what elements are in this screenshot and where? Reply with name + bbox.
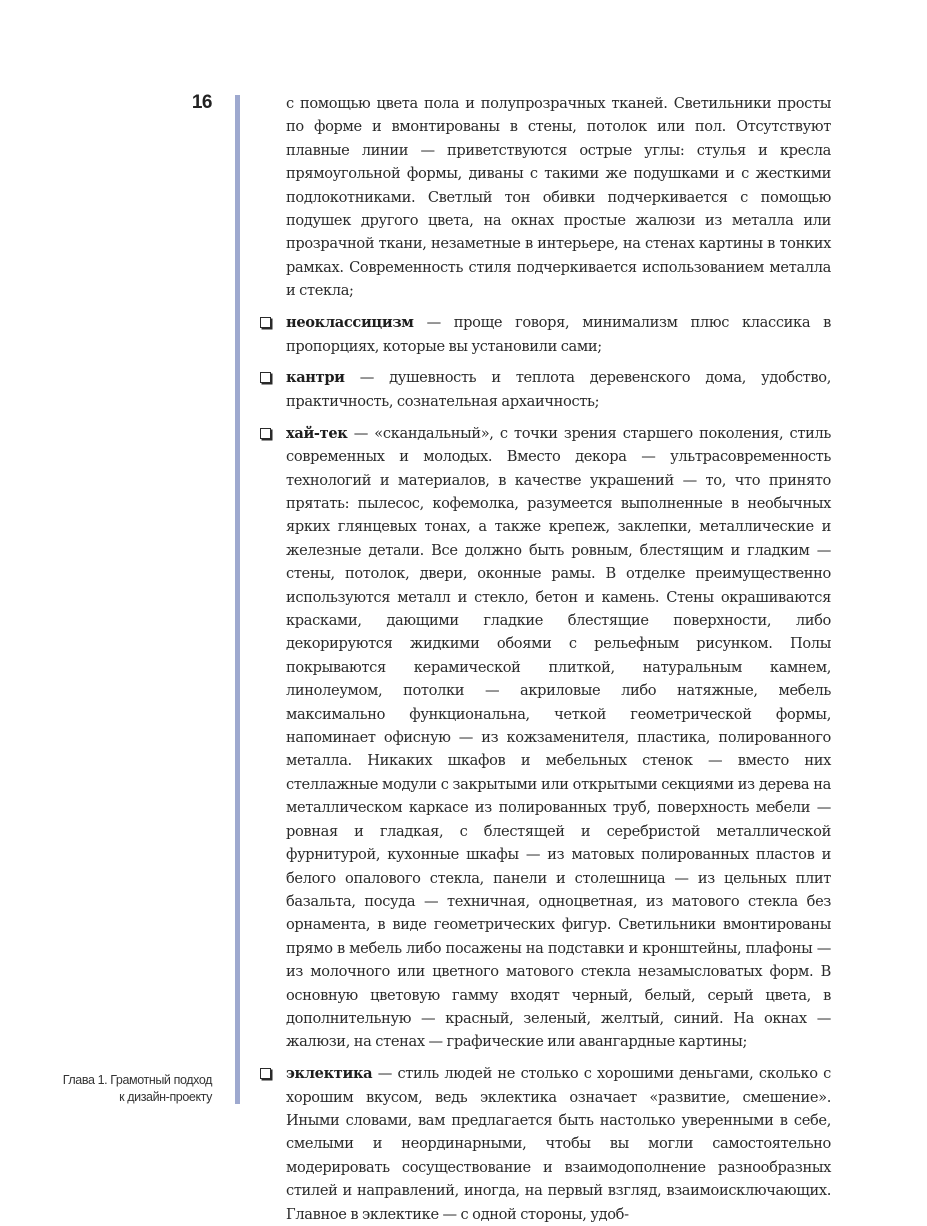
chapter-footer	[40, 1072, 212, 1106]
checkbox-square-icon	[260, 317, 271, 328]
list-term: кантри	[286, 369, 345, 387]
intro-paragraph: с помощью цвета пола и полупрозрачных тканей. Светильники просты по форме и вмонтированы в стены, потолок или пол. Отсутствуют плавные линии — приветствуются острые углы: стулья и кресла прямоугольной формы, диваны с такими же подушками и с жесткими подлокотниками. Светлый тон обивки подчеркивается с помощью подушек другого цвета, на окнах простые жалюзи из металла или прозрачной ткани, незаметные в интерьере, на стенах картины в тонких рамках. Современность стиля подчеркивается использованием металла и стекла;	[286, 95, 831, 300]
style-list	[286, 311, 831, 1226]
list-item-eclectic	[286, 1062, 831, 1226]
chapter-footer-line-1: Глава 1. Грамотный подход	[62, 1073, 212, 1087]
list-term: эклектика	[286, 1065, 373, 1083]
list-term: неоклассицизм	[286, 314, 414, 332]
page-number: 16	[191, 92, 212, 113]
margin-accent-bar	[235, 95, 240, 1104]
chapter-footer-line-2: к дизайн-проекту	[119, 1090, 212, 1104]
list-item-hi-tech	[286, 422, 831, 1054]
main-text-column	[286, 92, 831, 1226]
checkbox-square-icon	[260, 372, 271, 383]
list-item-country	[286, 366, 831, 413]
list-text: — душевность и теплота деревенского дома, удобство, практичность, сознательная архаичность;	[286, 369, 831, 410]
list-text: — «скандальный», с точки зрения старшего поколения, стиль современных и молодых. Вместо декора — ультрасовременность технологий и материалов, в качестве украшений — то, что принято прятать: пылесос, кофемолка, разумеется выполненные в необычных ярких глянцевых тонах, а также крепеж, заклепки, металлические и железные детали. Все должно быть ровным, блестящим и гладким — стены, потолок, двери, оконные рамы. В отделке преимущественно используются металл и стекло, бетон и камень. Стены окрашиваются красками, дающими гладкие блестящие поверхности, либо декорируются жидкими обоями с рельефным рисунком. Полы покрываются керамической плиткой, натуральным камнем, линолеумом, потолки — акриловые либо натяжные, мебель максимально функциональна, четкой геометрической формы, напоминает офисную — из кожзаменителя, пластика, полированного металла. Никаких шкафов и мебельных стенок — вместо них стеллажные модули с закрытыми или открытыми секциями из дерева на металлическом каркасе из полированных труб, поверхность мебели — ровная и гладкая, с блестящей и серебристой металлической фурнитурой, кухонные шкафы — из матовых полированных пластов и белого опалового стекла, панели и столешница — из цельных плит базальта, посуда — техничная, одноцветная, из матового стекла без орнамента, в виде геометрических фигур. Светильники вмонтированы прямо в мебель либо посажены на подставки и кронштейны, плафоны — из молочного или цветного матового стекла незамысловатых форм. В основную цветовую гамму входят черный, белый, серый цвета, в дополнительную — красный, зеленый, желтый, синий. На окнах — жалюзи, на стенах — графические или авангардные картины;	[286, 424, 831, 1051]
checkbox-square-icon	[260, 428, 271, 439]
list-text: — стиль людей не столько с хорошими деньгами, сколько с хорошим вкусом, ведь эклектика означает «развитие, смешение». Иными словами, вам предлагается быть настолько уверенными в себе, смелыми и неординарными, чтобы вы могли самостоятельно модерировать сосуществование и взаимодополнение разнообразных стилей и направлений, иногда, на первый взгляд, взаимоисключающих. Главное в эклектике — с одной стороны, удоб-	[286, 1065, 831, 1223]
list-item-neoclassicism	[286, 311, 831, 358]
checkbox-square-icon	[260, 1068, 271, 1079]
list-text: — проще говоря, минимализм плюс классика в пропорциях, которые вы установили сами;	[286, 314, 831, 355]
list-term: хай-тек	[286, 424, 348, 442]
